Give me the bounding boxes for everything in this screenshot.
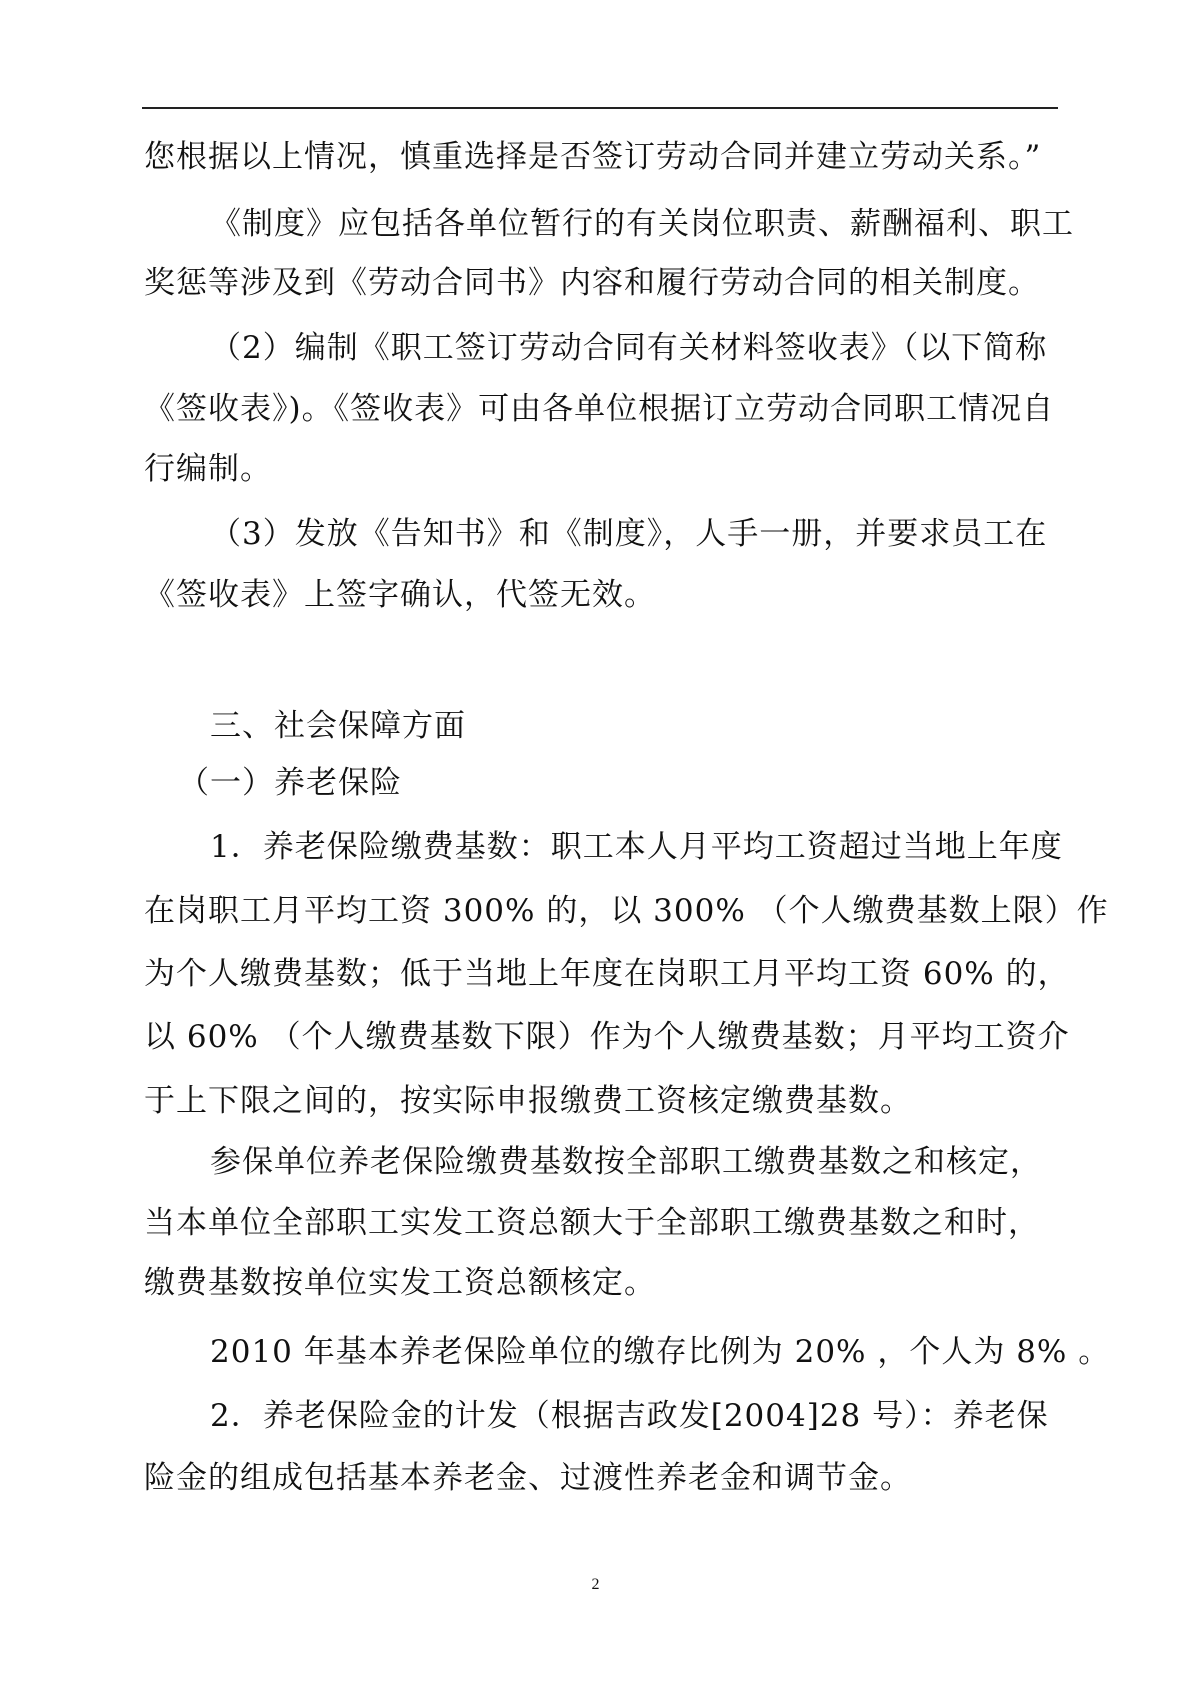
paragraph-line: 行编制。 [144,451,272,487]
header-rule [142,107,1058,109]
paragraph-line: 参保单位养老保险缴费基数按全部职工缴费基数之和核定， [210,1144,1042,1180]
section-heading: 三、社会保障方面 [210,708,466,744]
paragraph-line: 1．养老保险缴费基数：职工本人月平均工资超过当地上年度 [210,829,1063,865]
paragraph-line: 在岗职工月平均工资 300% 的，以 300% （个人缴费基数上限）作 [144,893,1109,929]
paragraph-line: 奖惩等涉及到《劳动合同书》内容和履行劳动合同的相关制度。 [144,265,1040,301]
paragraph-line: 缴费基数按单位实发工资总额核定。 [144,1265,656,1301]
paragraph-line: 2．养老保险金的计发（根据吉政发[2004]28 号）：养老保 [210,1398,1049,1434]
paragraph-line: 《签收表》上签字确认，代签无效。 [144,577,656,613]
paragraph-line: 为个人缴费基数；低于当地上年度在岗职工月平均工资 60% 的， [144,956,1070,992]
paragraph-line: 险金的组成包括基本养老金、过渡性养老金和调节金。 [144,1460,912,1496]
page-number: 2 [591,1576,600,1593]
paragraph-line: 以 60% （个人缴费基数下限）作为个人缴费基数；月平均工资介 [144,1019,1070,1055]
paragraph-line: 《签收表》)。《签收表》可由各单位根据订立劳动合同职工情况自 [144,391,1055,427]
paragraph-line: （3）发放《告知书》和《制度》，人手一册，并要求员工在 [210,516,1048,552]
paragraph-line: 《制度》应包括各单位暂行的有关岗位职责、薪酬福利、职工 [210,206,1074,242]
subsection-heading: （一）养老保险 [178,765,402,801]
paragraph-line: 于上下限之间的，按实际申报缴费工资核定缴费基数。 [144,1083,912,1119]
paragraph-line: 2010 年基本养老保险单位的缴存比例为 20% ，个人为 8% 。 [210,1334,1111,1370]
paragraph-line: （2）编制《职工签订劳动合同有关材料签收表》（以下简称 [210,330,1048,366]
paragraph-line: 您根据以上情况，慎重选择是否签订劳动合同并建立劳动关系。” [144,139,1042,175]
paragraph-line: 当本单位全部职工实发工资总额大于全部职工缴费基数之和时， [144,1205,1040,1241]
